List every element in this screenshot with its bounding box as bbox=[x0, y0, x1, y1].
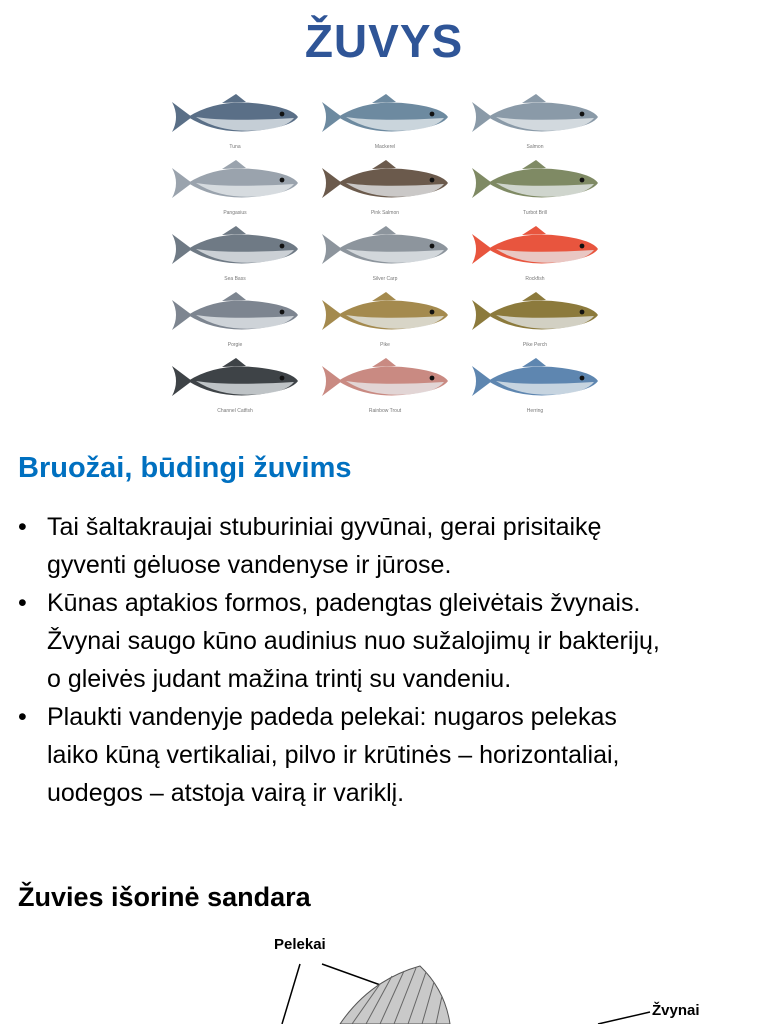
fish-icon bbox=[466, 158, 604, 208]
fish-caption: Rainbow Trout bbox=[368, 408, 402, 414]
fins-label: Pelekai bbox=[274, 936, 326, 953]
fish-caption: Pink Salmon bbox=[370, 210, 400, 216]
fish-item bbox=[310, 158, 460, 224]
fish-caption: Pike Perch bbox=[522, 342, 548, 348]
bullet-line: gyventi gėluose vandenyse ir jūrose. bbox=[47, 551, 452, 579]
fish-icon bbox=[316, 356, 454, 406]
fish-caption: Sea Bass bbox=[224, 276, 246, 282]
fish-icon bbox=[466, 356, 604, 406]
bullet-item bbox=[18, 584, 768, 698]
fish-icon bbox=[466, 92, 604, 142]
fish-caption: Salmon bbox=[526, 144, 544, 150]
fish-icon bbox=[316, 290, 454, 340]
fish-item bbox=[310, 290, 460, 356]
fish-caption: Rockfish bbox=[525, 276, 545, 282]
bullet-line: Tai šaltakraujai stuburiniai gyvūnai, gerai prisitaikę bbox=[47, 513, 602, 541]
fish-item bbox=[160, 92, 310, 158]
bullet-item bbox=[18, 508, 768, 584]
bullet-symbol: • bbox=[18, 703, 27, 731]
fish-caption: Herring bbox=[526, 408, 544, 414]
bullet-line: Kūnas aptakios formos, padengtas gleivėtais žvynais. bbox=[47, 589, 641, 617]
fish-icon bbox=[316, 224, 454, 274]
fish-caption: Tuna bbox=[229, 144, 241, 150]
anatomy-heading: Žuvies išorinė sandara bbox=[18, 882, 311, 912]
fish-caption: Porgie bbox=[227, 342, 243, 348]
fish-caption: Pike bbox=[380, 342, 390, 348]
fish-icon bbox=[166, 290, 304, 340]
fish-caption: Turbot Brill bbox=[523, 210, 547, 216]
fish-item bbox=[310, 356, 460, 422]
fish-item bbox=[460, 356, 610, 422]
fish-icon bbox=[316, 158, 454, 208]
fish-item bbox=[460, 158, 610, 224]
bullet-list bbox=[18, 508, 768, 812]
fish-item bbox=[460, 290, 610, 356]
fish-item bbox=[460, 224, 610, 290]
fish-item bbox=[160, 224, 310, 290]
fish-icon bbox=[316, 92, 454, 142]
dorsal-fin-drawing bbox=[340, 966, 450, 1024]
fish-item bbox=[310, 224, 460, 290]
page-title: ŽUVYS bbox=[304, 15, 464, 67]
section-heading: Bruožai, būdingi žuvims bbox=[18, 452, 352, 484]
fish-item bbox=[310, 92, 460, 158]
bullet-line: Plaukti vandenyje padeda pelekai: nugaros pelekas bbox=[47, 703, 617, 731]
bullet-line: uodegos – atstoja vairą ir variklį. bbox=[47, 779, 405, 807]
bullet-symbol: • bbox=[18, 513, 27, 541]
scales-label: Žvynai bbox=[652, 1002, 700, 1019]
fish-caption: Mackerel bbox=[374, 144, 396, 150]
fish-caption: Channel Catfish bbox=[217, 408, 253, 414]
fish-icon bbox=[166, 158, 304, 208]
fish-item bbox=[160, 158, 310, 224]
fish-icon bbox=[166, 356, 304, 406]
fish-caption: Pangasius bbox=[223, 210, 247, 216]
fish-caption: Silver Carp bbox=[372, 276, 398, 282]
fish-item bbox=[460, 92, 610, 158]
bullet-item bbox=[18, 698, 768, 812]
bullet-line: laiko kūną vertikaliai, pilvo ir krūtinės – horizontaliai, bbox=[47, 741, 620, 769]
fish-icon bbox=[466, 224, 604, 274]
fish-item bbox=[160, 356, 310, 422]
bullet-line: Žvynai saugo kūno audinius nuo sužalojimų ir bakterijų, bbox=[47, 627, 660, 655]
fish-icon bbox=[166, 92, 304, 142]
fish-icon bbox=[166, 224, 304, 274]
bullet-line: o gleivės judant mažina trintį su vandeniu. bbox=[47, 665, 512, 693]
bullet-symbol: • bbox=[18, 589, 27, 617]
fish-icon bbox=[466, 290, 604, 340]
fish-item bbox=[160, 290, 310, 356]
fish-gallery bbox=[160, 92, 610, 422]
